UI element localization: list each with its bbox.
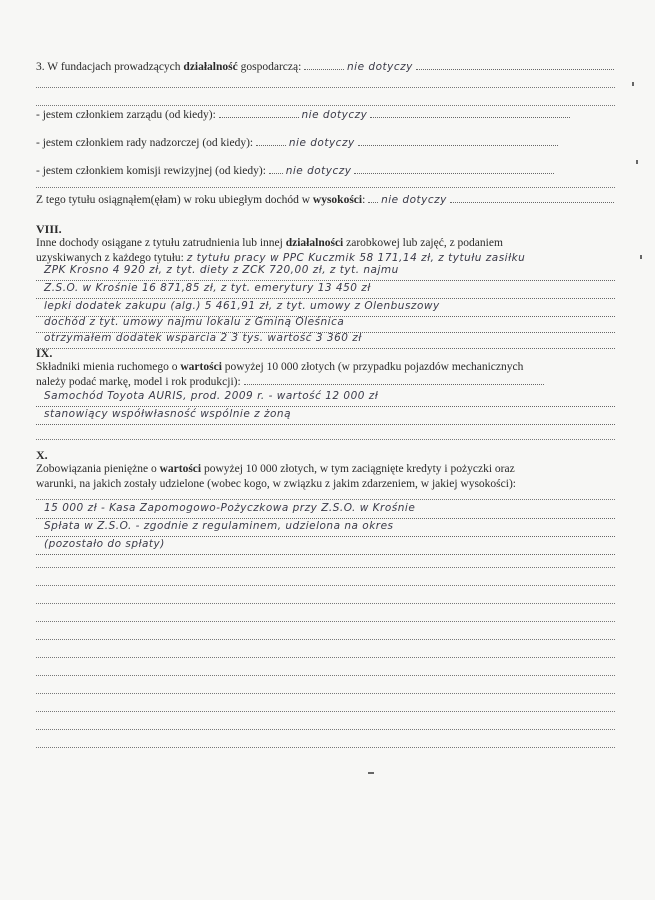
section-x-line2 (36, 477, 615, 491)
section-x-suffix: powyżej 10 000 złotych, w tym zaciągnięte kredyty i pożyczki oraz (201, 463, 515, 475)
scan-speck (640, 255, 642, 259)
section-x-prefix: Zobowiązania pieniężne o (36, 463, 160, 475)
section-ix-intro (36, 360, 615, 374)
section-ix-answer: Samochód Toyota AURIS, prod. 2009 r. - wartość 12 000 zł (44, 390, 379, 402)
dotted-line (36, 674, 615, 676)
income-bold: wysokości (312, 194, 363, 206)
section-x-answer-line (36, 520, 615, 537)
section-viii-answer: lepki dodatek zakupu (alg.) 5 461,91 zł, z tyt. umowy z Olenbuszowy (44, 300, 440, 312)
section-viii-answer-line (36, 282, 615, 299)
dotted-line (36, 620, 615, 622)
audit-committee-row (36, 164, 615, 178)
dotted-line (36, 692, 615, 694)
dotted-line (36, 566, 615, 568)
section-viii-answer-line (36, 264, 615, 281)
fundations-activity-prefix: 3. W fundacjach prowadzących (36, 61, 184, 73)
section-viii-answer-line (36, 332, 615, 349)
fundations-activity-suffix: gospodarczą: (237, 61, 302, 73)
section-x-answer-line (36, 538, 615, 555)
section-x-bold: wartości (159, 463, 202, 475)
section-x-answer: Spłata w Z.S.O. - zgodnie z regulaminem, udzielona na okres (44, 520, 394, 532)
section-ix-suffix: powyżej 10 000 złotych (w przypadku pojazdów mechanicznych (221, 361, 524, 373)
dotted-line (36, 584, 615, 586)
scan-speck (636, 160, 638, 164)
board-member-answer: nie dotyczy (301, 109, 368, 121)
section-x-heading: X. (36, 448, 48, 462)
section-viii-answer-line (36, 316, 615, 333)
dotted-line (36, 104, 615, 106)
section-x-intro (36, 462, 615, 476)
section-viii-answer: dochód z tyt. umowy najmu lokalu z Gminą Oleśnica (44, 316, 345, 328)
dotted-line (36, 438, 615, 440)
dotted-line (36, 638, 615, 640)
dotted-line (36, 728, 615, 730)
section-ix-line2-text: należy podać markę, model i rok produkcji): (36, 376, 241, 388)
section-viii-answer-line (36, 300, 615, 317)
section-viii-answer: Z.S.O. w Krośnie 16 871,85 zł, z tyt. emerytury 13 450 zł (44, 282, 371, 294)
section-viii-answer: otrzymałem dodatek wsparcia 2 3 tys. wartość 3 360 zł (44, 332, 362, 344)
board-member-label: - jestem członkiem zarządu (od kiedy): (36, 109, 216, 121)
dotted-line (36, 746, 615, 748)
section-ix-answer-line (36, 408, 615, 425)
section-viii-prefix: Inne dochody osiągane z tytułu zatrudnienia lub innej (36, 237, 286, 249)
supervisory-board-answer: nie dotyczy (288, 137, 355, 149)
dotted-line (36, 498, 615, 500)
section-ix-answer-line (36, 390, 615, 407)
section-x-answer: 15 000 zł - Kasa Zapomogowo-Pożyczkowa przy Z.S.O. w Krośnie (44, 502, 416, 514)
section-viii-answer: ZPK Krosno 4 920 zł, z tyt. diety z ZCK 720,00 zł, z tyt. najmu (44, 264, 399, 276)
section-viii-suffix: zarobkowej lub zajęć, z podaniem (343, 237, 503, 249)
section-x-line2-text: warunki, na jakich zostały udzielone (wobec kogo, w związku z jakim zdarzeniem, w jakiej wysokości): (36, 478, 516, 490)
income-answer: nie dotyczy (381, 194, 447, 206)
income-row (36, 193, 615, 207)
section-x-answer-line (36, 502, 615, 519)
section-x-answer: (pozostało do spłaty) (44, 538, 165, 550)
section-viii-line2-text: uzyskiwanych z każdego tytułu: (36, 252, 184, 264)
audit-committee-answer: nie dotyczy (285, 165, 352, 177)
section-viii-intro (36, 236, 615, 250)
income-suffix: : (362, 194, 366, 206)
section-ix-line2 (36, 375, 615, 389)
section-ix-prefix: Składniki mienia ruchomego o (36, 361, 181, 373)
dotted-line (36, 656, 615, 658)
fundations-activity-bold: działalność (183, 61, 238, 73)
supervisory-board-label: - jestem członkiem rady nadzorczej (od kiedy): (36, 137, 254, 149)
section-viii-bold: działalności (285, 237, 344, 249)
fundations-activity-answer: nie dotyczy (347, 61, 413, 73)
section-viii-line2 (36, 251, 615, 265)
section-ix-bold: wartości (180, 361, 222, 373)
scan-speck (368, 772, 374, 774)
board-member-row (36, 108, 615, 122)
supervisory-board-row (36, 136, 615, 150)
section-viii-answer: z tytułu pracy w PPC Kuczmik 58 171,14 zł, z tytułu zasiłku (186, 252, 526, 264)
audit-committee-label: - jestem członkiem komisji rewizyjnej (od kiedy): (36, 165, 266, 177)
section-ix-answer: stanowiący współwłasność wspólnie z żoną (44, 408, 292, 420)
dotted-line (36, 86, 615, 88)
dotted-line (36, 710, 615, 712)
dotted-line (36, 602, 615, 604)
scan-speck (632, 82, 634, 86)
fundations-activity-row (36, 60, 615, 74)
section-viii-heading: VIII. (36, 222, 62, 236)
dotted-line (36, 186, 615, 188)
section-ix-heading: IX. (36, 346, 53, 360)
income-prefix: Z tego tytułu osiągnąłem(ęłam) w roku ubiegłym dochód w (36, 194, 313, 206)
